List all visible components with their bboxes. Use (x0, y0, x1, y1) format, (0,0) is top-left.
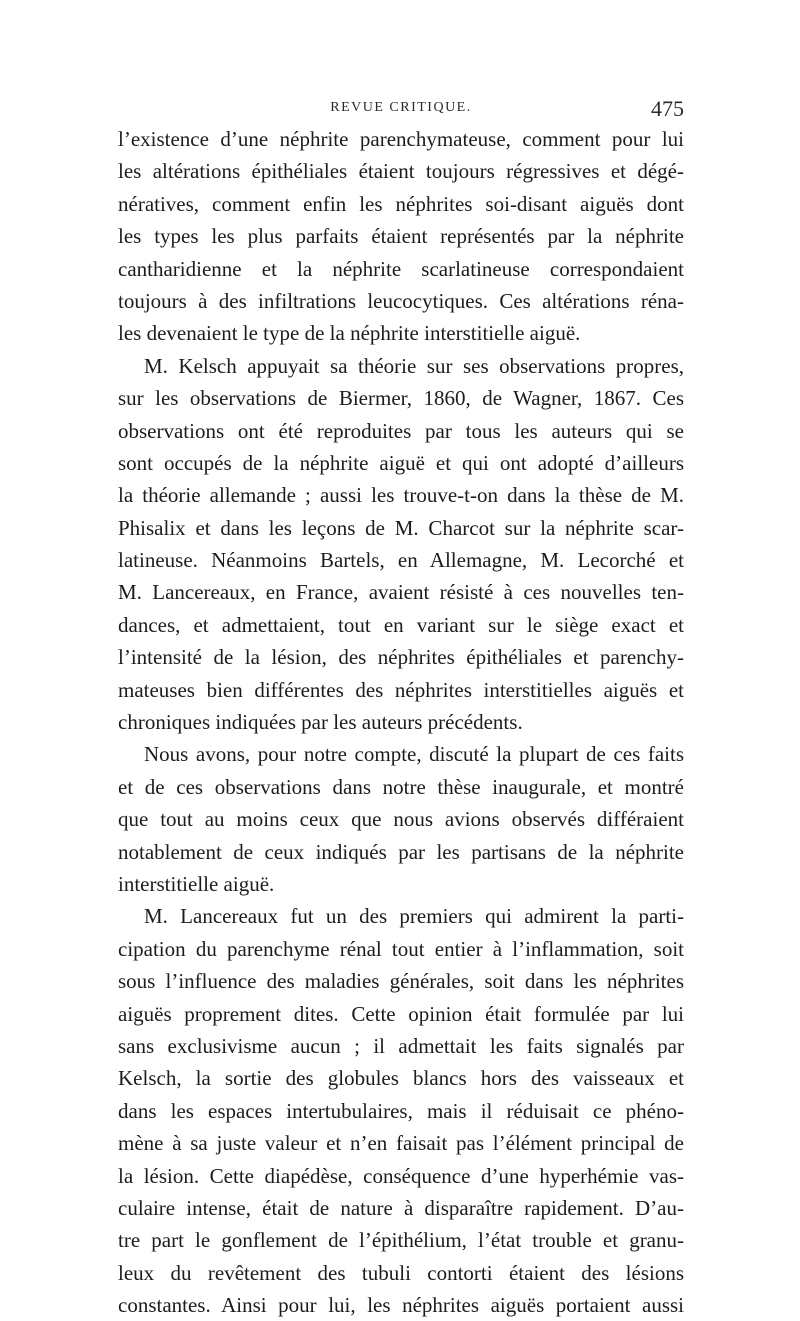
text-line: tre part le gonflement de l’épithélium, l’état trouble et granu- (118, 1228, 684, 1253)
running-head (118, 96, 684, 120)
text-line: leux du revêtement des tubuli contorti étaient des lésions (118, 1260, 684, 1285)
text-line: latineuse. Néanmoins Bartels, en Allemagne, M. Lecorché et (118, 548, 684, 573)
text-line: la théorie allemande ; aussi les trouve-t-on dans la thèse de M. (118, 483, 684, 508)
text-line: culaire intense, était de nature à disparaître rapidement. D’au- (118, 1195, 684, 1220)
text-line: sous l’influence des maladies générales, soit dans les néphrites (118, 969, 684, 994)
text-line: constantes. Ainsi pour lui, les néphrites aiguës portaient aussi (118, 1293, 684, 1318)
text-line: dans les espaces intertubulaires, mais il réduisait ce phéno- (118, 1098, 684, 1123)
running-title: REVUE CRITIQUE. (330, 100, 472, 115)
text-line: mène à sa juste valeur et n’en faisait pas l’élément principal de (118, 1131, 684, 1156)
text-line: chroniques indiquées par les auteurs précédents. (118, 710, 523, 735)
text-line: Nous avons, pour notre compte, discuté la plupart de ces faits (144, 742, 684, 767)
text-line: la lésion. Cette diapédèse, conséquence d’une hyperhémie vas- (118, 1163, 684, 1188)
text-line: observations ont été reproduites par tous les auteurs qui se (118, 418, 684, 443)
text-line: dances, et admettaient, tout en variant sur le siège exact et (118, 612, 684, 637)
text-line: Phisalix et dans les leçons de M. Charcot sur la néphrite scar- (118, 515, 684, 540)
text-line: nératives, comment enfin les néphrites soi-disant aiguës dont (118, 191, 684, 216)
text-line: et de ces observations dans notre thèse inaugurale, et montré (118, 774, 684, 799)
text-line: M. Lancereaux fut un des premiers qui admirent la parti- (144, 904, 684, 929)
text-line: les altérations épithéliales étaient toujours régressives et dégé- (118, 159, 684, 184)
text-line: aiguës proprement dites. Cette opinion était formulée par lui (118, 1001, 684, 1026)
text-line: l’existence d’une néphrite parenchymateuse, comment pour lui (118, 127, 684, 151)
text-line: sont occupés de la néphrite aiguë et qui ont adopté d’ailleurs (118, 450, 684, 475)
text-line: cantharidienne et la néphrite scarlatineuse correspondaient (118, 256, 684, 281)
body-text (118, 123, 684, 1321)
text-line: toujours à des infiltrations leucocytiques. Ces altérations réna- (118, 288, 684, 313)
text-line: cipation du parenchyme rénal tout entier à l’inflammation, soit (118, 936, 684, 961)
text-line: interstitielle aiguë. (118, 871, 275, 896)
text-line: mateuses bien différentes des néphrites interstitielles aiguës et (118, 677, 684, 702)
text-line: les devenaient le type de la néphrite interstitielle aiguë. (118, 321, 581, 346)
text-line: les types les plus parfaits étaient représentés par la néphrite (118, 224, 684, 249)
text-line: M. Lancereaux, en France, avaient résisté à ces nouvelles ten- (118, 580, 684, 605)
text-line: sur les observations de Biermer, 1860, de Wagner, 1867. Ces (118, 386, 684, 411)
text-line: M. Kelsch appuyait sa théorie sur ses observations propres, (144, 353, 684, 378)
text-line: sans exclusivisme aucun ; il admettait les faits signalés par (118, 1033, 684, 1058)
text-line: notablement de ceux indiqués par les partisans de la néphrite (118, 839, 684, 864)
text-line: que tout au moins ceux que nous avions observés différaient (118, 807, 684, 832)
page-number: 475 (651, 96, 684, 121)
text-line: Kelsch, la sortie des globules blancs hors des vaisseaux et (118, 1066, 684, 1091)
text-line: l’intensité de la lésion, des néphrites épithéliales et parenchy- (118, 645, 684, 670)
